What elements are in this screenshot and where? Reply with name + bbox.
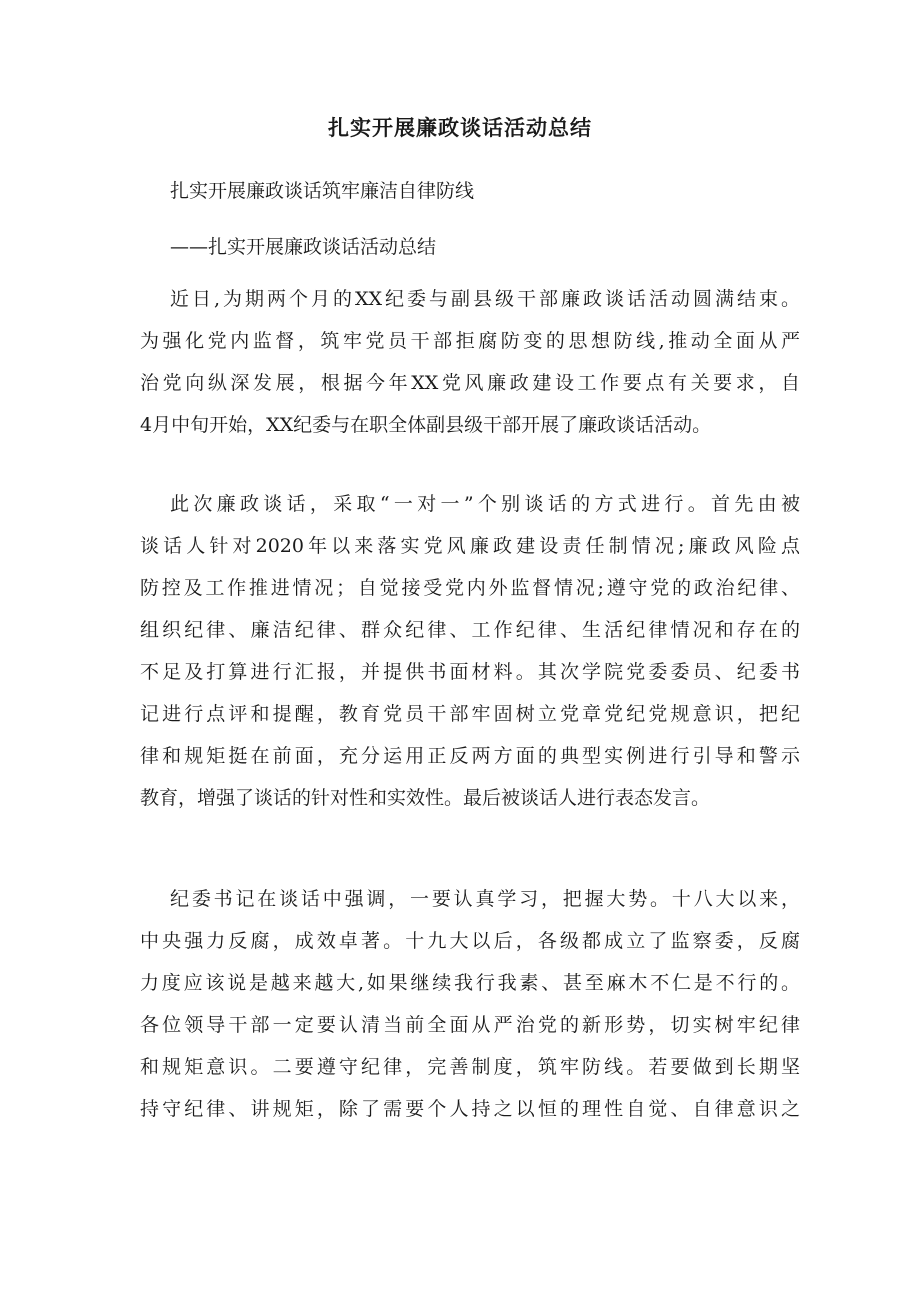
- paragraph-1: [140, 278, 800, 446]
- paragraph-3: [140, 878, 800, 1130]
- paragraph-line: 持守纪律、讲规矩，除了需要个人持之以恒的理性自觉、自律意识之: [140, 1098, 800, 1120]
- paragraph-line: 记进行点评和提醒，教育党员干部牢固树立党章党纪党规意识，把纪: [140, 703, 800, 725]
- subtitle-main: 扎实开展廉政谈话筑牢廉洁自律防线: [170, 180, 475, 202]
- paragraph-line: 为强化党内监督，筑牢党员干部拒腐防变的思想防线,推动全面从严: [140, 330, 800, 352]
- paragraph-line: 近日,为期两个月的XX纪委与副县级干部廉政谈话活动圆满结束。: [170, 288, 800, 310]
- paragraph-line: 中央强力反腐，成效卓著。十九大以后，各级都成立了监察委，反腐: [140, 930, 800, 952]
- paragraph-line: 治党向纵深发展，根据今年XX党风廉政建设工作要点有关要求，自: [140, 372, 800, 394]
- paragraph-line: 组织纪律、廉洁纪律、群众纪律、工作纪律、生活纪律情况和存在的: [140, 619, 800, 641]
- paragraph-line: 谈话人针对2020年以来落实党风廉政建设责任制情况;廉政风险点: [140, 535, 800, 557]
- paragraph-line: 教育，增强了谈话的针对性和实效性。最后被谈话人进行表态发言。: [140, 787, 711, 809]
- paragraph-line: 各位领导干部一定要认清当前全面从严治党的新形势，切实树牢纪律: [140, 1014, 800, 1036]
- paragraph-line: 和规矩意识。二要遵守纪律，完善制度，筑牢防线。若要做到长期坚: [140, 1056, 800, 1078]
- paragraph-line: 4月中旬开始，XX纪委与在职全体副县级干部开展了廉政谈话活动。: [140, 414, 712, 436]
- paragraph-line: 力度应该说是越来越大,如果继续我行我素、甚至麻木不仁是不行的。: [140, 972, 800, 994]
- paragraph-line: 不足及打算进行汇报，并提供书面材料。其次学院党委委员、纪委书: [140, 661, 800, 683]
- document-title: 扎实开展廉政谈话活动总结: [328, 116, 592, 140]
- paragraph-line: 纪委书记在谈话中强调，一要认真学习，把握大势。十八大以来，: [170, 888, 800, 910]
- paragraph-line: 律和规矩挺在前面，充分运用正反两方面的典型实例进行引导和警示: [140, 745, 800, 767]
- paragraph-2: [140, 483, 800, 819]
- paragraph-line: 防控及工作推进情况；自觉接受党内外监督情况;遵守党的政治纪律、: [140, 577, 800, 599]
- subtitle-secondary: ——扎实开展廉政谈话活动总结: [170, 236, 437, 258]
- paragraph-line: 此次廉政谈话，采取“一对一”个别谈话的方式进行。首先由被: [170, 493, 800, 515]
